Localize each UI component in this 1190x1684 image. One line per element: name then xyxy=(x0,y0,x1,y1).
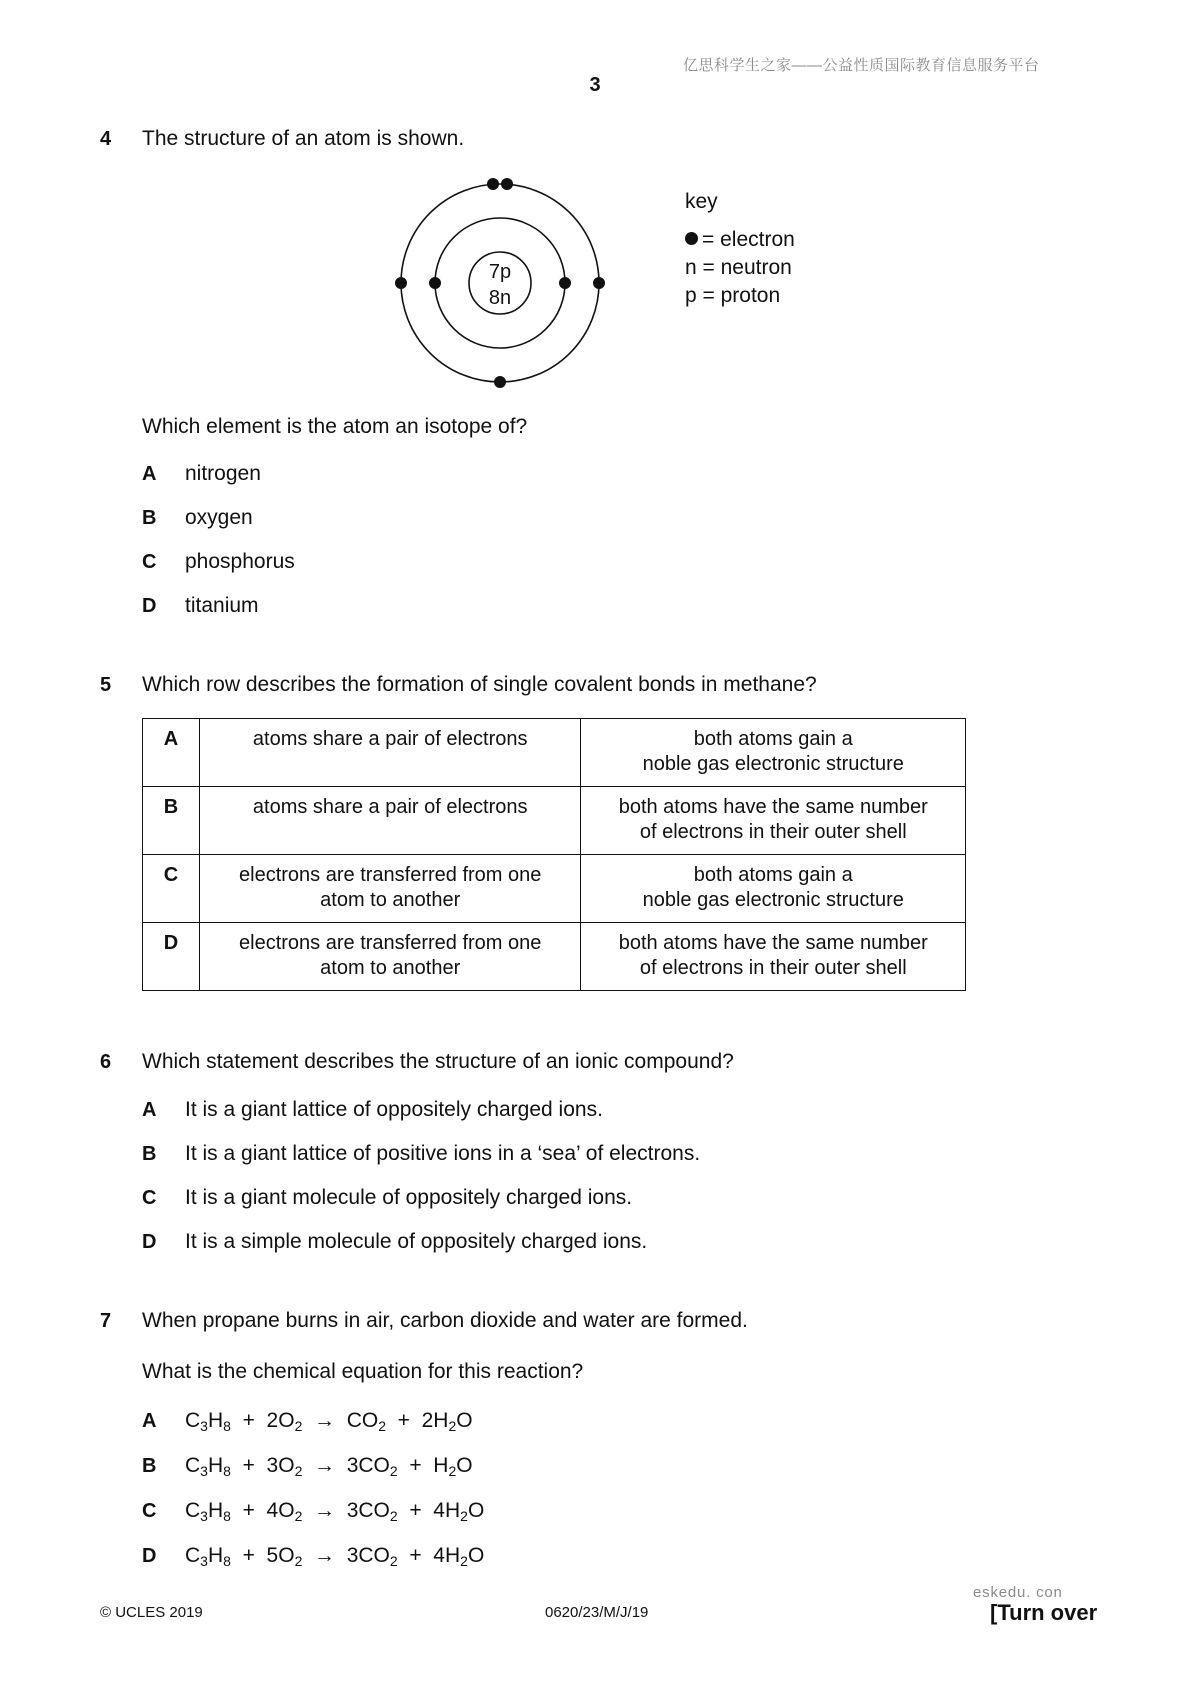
equation-term: → 3CO xyxy=(302,1544,390,1567)
cell-line: atom to another xyxy=(320,889,461,911)
footer-paper-code: 0620/23/M/J/19 xyxy=(545,1604,649,1621)
equation-term: + 4H xyxy=(397,1499,461,1522)
electron-dot xyxy=(429,277,441,289)
equation-subscript: 2 xyxy=(294,1553,303,1569)
electron-key-dot xyxy=(685,232,698,245)
electron-dot xyxy=(494,376,506,388)
equation-subscript: 2 xyxy=(389,1553,398,1569)
q6-option-b-letter: B xyxy=(142,1143,157,1165)
equation-term: H xyxy=(207,1409,224,1432)
key-neutron: n = neutron xyxy=(685,256,792,279)
table-row xyxy=(143,787,966,855)
atom-diagram xyxy=(380,170,620,400)
key-electron-text: = electron xyxy=(702,228,795,251)
q4-option-a: nitrogen xyxy=(185,462,261,485)
equation-subscript: 3 xyxy=(200,1418,208,1434)
cell-line: both atoms have the same number xyxy=(618,796,928,818)
row-cell-result xyxy=(581,787,966,855)
equation-subscript: 2 xyxy=(460,1508,468,1524)
key-title: key xyxy=(685,190,718,213)
equation-subscript: 8 xyxy=(223,1463,231,1479)
equation-subscript: 2 xyxy=(294,1463,303,1479)
q6-option-a-letter: A xyxy=(142,1099,157,1121)
question-5-text: Which row describes the formation of single covalent bonds in methane? xyxy=(142,673,817,696)
q7-option-b-equation xyxy=(185,1454,473,1478)
cell-line: of electrons in their outer shell xyxy=(639,957,907,979)
q6-option-d-letter: D xyxy=(142,1231,157,1253)
equation-subscript: 8 xyxy=(223,1418,231,1434)
equation-term: H xyxy=(207,1454,224,1477)
equation-term: + 2O xyxy=(230,1409,295,1432)
equation-term: → CO xyxy=(302,1409,379,1432)
equation-term: O xyxy=(467,1544,485,1567)
nucleus-protons: 7p xyxy=(488,261,512,283)
row-cell-process xyxy=(199,923,581,991)
equation-subscript: 8 xyxy=(223,1508,231,1524)
q4-option-d-letter: D xyxy=(142,595,157,617)
table-row xyxy=(143,855,966,923)
equation-subscript: 3 xyxy=(200,1553,208,1569)
footer-watermark: eskedu. con xyxy=(973,1584,1063,1601)
equation-subscript: 2 xyxy=(294,1418,303,1434)
question-7-number: 7 xyxy=(100,1310,112,1332)
equation-term: + H xyxy=(397,1454,449,1477)
row-letter: A xyxy=(143,719,200,787)
table-row xyxy=(143,923,966,991)
equation-term: O xyxy=(456,1409,473,1432)
inner-shell xyxy=(435,218,565,348)
electron-dot xyxy=(487,178,499,190)
equation-term: + 2H xyxy=(386,1409,449,1432)
q4-option-b: oxygen xyxy=(185,506,253,529)
turn-over: [Turn over xyxy=(990,1600,1098,1625)
q6-option-b: It is a giant lattice of positive ions in a ‘sea’ of electrons. xyxy=(185,1142,701,1165)
cell-line: noble gas electronic structure xyxy=(642,753,904,775)
q7-option-d-letter: D xyxy=(142,1545,157,1567)
equation-term: + 5O xyxy=(230,1544,295,1567)
equation-term: C xyxy=(185,1544,201,1567)
cell-line: atoms share a pair of electrons xyxy=(252,728,528,750)
equation-subscript: 3 xyxy=(200,1508,208,1524)
cell-line: electrons are transferred from one xyxy=(239,864,542,886)
q4-option-d: titanium xyxy=(185,594,259,617)
question-6-text: Which statement describes the structure of an ionic compound? xyxy=(142,1050,734,1073)
q7-option-b-letter: B xyxy=(142,1455,157,1477)
q6-option-c: It is a giant molecule of oppositely charged ions. xyxy=(185,1186,633,1209)
cell-line: both atoms gain a xyxy=(693,864,853,886)
q7-option-a-letter: A xyxy=(142,1410,157,1432)
equation-term: O xyxy=(467,1499,485,1522)
row-letter: C xyxy=(143,855,200,923)
q6-option-d: It is a simple molecule of oppositely charged ions. xyxy=(185,1230,648,1253)
equation-term: O xyxy=(456,1454,473,1477)
cell-line: both atoms have the same number xyxy=(618,932,928,954)
electron-dot xyxy=(559,277,571,289)
header-watermark: 亿思科学生之家——公益性质国际教育信息服务平台 xyxy=(683,57,1040,74)
cell-line: both atoms gain a xyxy=(693,728,853,750)
equation-term: + 3O xyxy=(230,1454,295,1477)
q6-option-c-letter: C xyxy=(142,1187,157,1209)
question-4-text: The structure of an atom is shown. xyxy=(142,127,465,150)
question-5-number: 5 xyxy=(100,674,112,696)
question-4-number: 4 xyxy=(100,128,112,150)
q4-option-c-letter: C xyxy=(142,551,157,573)
cell-line: noble gas electronic structure xyxy=(642,889,904,911)
equation-subscript: 2 xyxy=(378,1418,386,1434)
q6-option-a: It is a giant lattice of oppositely charged ions. xyxy=(185,1098,603,1121)
row-cell-process xyxy=(199,719,581,787)
equation-subscript: 2 xyxy=(294,1508,303,1524)
footer-copyright: © UCLES 2019 xyxy=(100,1604,203,1621)
key-proton: p = proton xyxy=(685,284,781,307)
key-electron xyxy=(685,226,795,254)
equation-term: + 4H xyxy=(397,1544,461,1567)
options-table xyxy=(142,718,966,991)
q7-option-a-equation xyxy=(185,1409,473,1433)
question-7-prompt: What is the chemical equation for this reaction? xyxy=(142,1360,584,1383)
cell-line: atom to another xyxy=(320,957,461,979)
equation-term: C xyxy=(185,1454,201,1477)
cell-line: atoms share a pair of electrons xyxy=(252,796,528,818)
equation-subscript: 2 xyxy=(448,1418,457,1434)
equation-subscript: 2 xyxy=(460,1553,468,1569)
nucleus-neutrons: 8n xyxy=(488,287,512,309)
page-number: 3 xyxy=(589,74,601,96)
row-cell-result xyxy=(581,855,966,923)
cell-line: of electrons in their outer shell xyxy=(639,821,907,843)
q4-option-a-letter: A xyxy=(142,463,157,485)
equation-term: H xyxy=(207,1499,224,1522)
question-4-prompt: Which element is the atom an isotope of? xyxy=(142,415,528,438)
q7-option-c-letter: C xyxy=(142,1500,157,1522)
row-letter: B xyxy=(143,787,200,855)
table-row xyxy=(143,719,966,787)
cell-line: electrons are transferred from one xyxy=(239,932,542,954)
question-7-text: When propane burns in air, carbon dioxide and water are formed. xyxy=(142,1309,748,1332)
equation-subscript: 8 xyxy=(223,1553,231,1569)
equation-term: + 4O xyxy=(230,1499,295,1522)
q7-option-d-equation xyxy=(185,1544,484,1568)
q4-option-b-letter: B xyxy=(142,507,157,529)
q7-option-c-equation xyxy=(185,1499,484,1523)
equation-term: H xyxy=(207,1544,224,1567)
question-6-number: 6 xyxy=(100,1051,112,1073)
q4-option-c: phosphorus xyxy=(185,550,295,573)
equation-subscript: 2 xyxy=(448,1463,457,1479)
equation-subscript: 3 xyxy=(200,1463,208,1479)
row-letter: D xyxy=(143,923,200,991)
row-cell-result xyxy=(581,923,966,991)
equation-term: C xyxy=(185,1409,201,1432)
equation-term: → 3CO xyxy=(302,1454,390,1477)
equation-term: C xyxy=(185,1499,201,1522)
electron-dot xyxy=(395,277,407,289)
row-cell-process xyxy=(199,855,581,923)
row-cell-result xyxy=(581,719,966,787)
electron-dot xyxy=(593,277,605,289)
equation-subscript: 2 xyxy=(389,1508,398,1524)
equation-term: → 3CO xyxy=(302,1499,390,1522)
equation-subscript: 2 xyxy=(389,1463,398,1479)
row-cell-process xyxy=(199,787,581,855)
electron-dot xyxy=(501,178,513,190)
